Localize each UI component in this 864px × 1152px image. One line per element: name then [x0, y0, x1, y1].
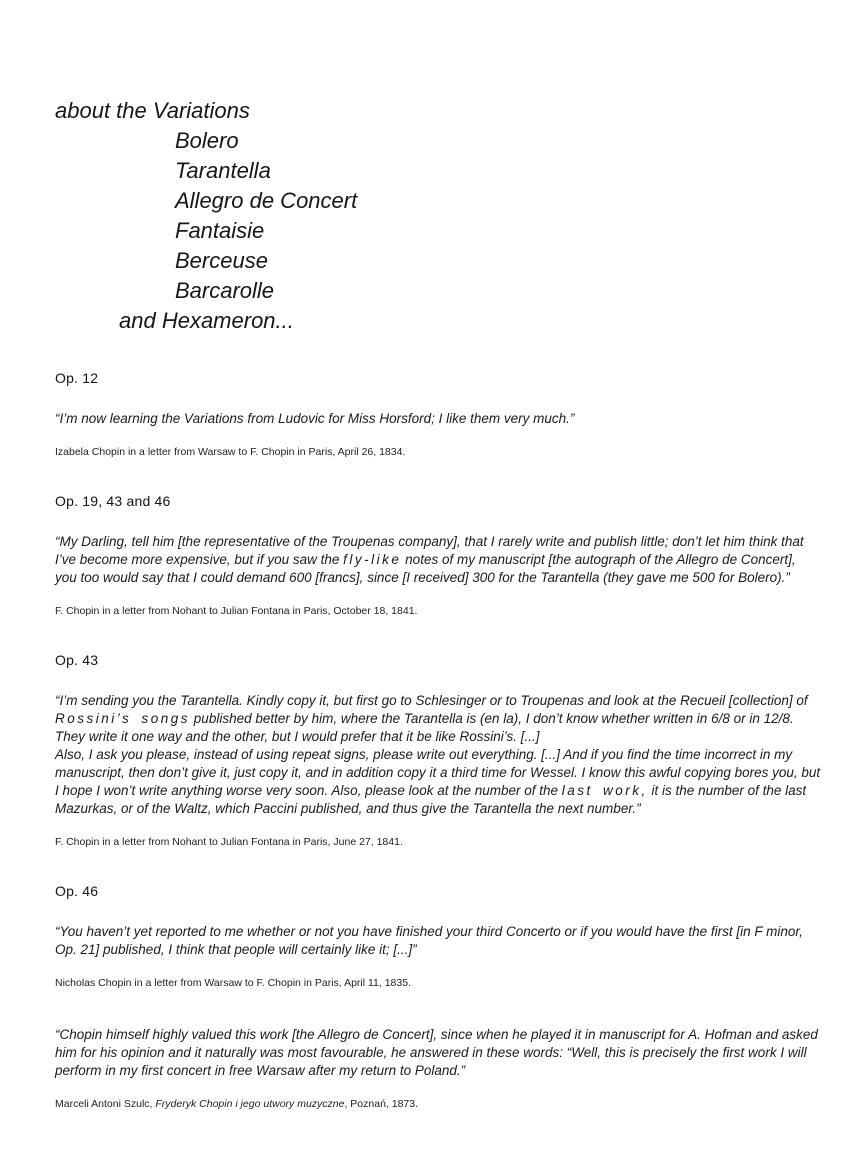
quote	[55, 533, 821, 587]
quote	[55, 410, 821, 428]
attribution	[55, 1098, 822, 1111]
attribution	[55, 836, 822, 849]
quote-emphasis-text: Rossini’s songs	[55, 711, 191, 726]
quote	[55, 692, 821, 818]
quote-text: “My Darling, tell him [the representative of the Troupenas company], that I rarely write and publish little; don’t let him think that I’ve become more expensive, but if you saw the	[55, 534, 804, 567]
attribution-text: , Poznań, 1873.	[344, 1098, 419, 1110]
quote	[55, 1026, 821, 1080]
quote	[55, 923, 821, 959]
quote-text: published better by him, where the Tarantella is (en la), I don’t know whether written in 6/8 or in 12/8. They write it one way and the other, but I would prefer that it be like Rossini’s. [...]	[55, 711, 794, 744]
attribution-text: Marceli Antoni Szulc,	[55, 1098, 156, 1110]
attribution	[55, 446, 822, 459]
title-line: Tarantella	[175, 158, 271, 183]
title-line: Barcarolle	[175, 278, 275, 303]
quote-text: “You haven’t yet reported to me whether or not you have finished your third Concerto or if you would have the first [in F minor, Op. 21] published, I think that people will certainly like it; [...]”	[55, 924, 803, 957]
section-op-12	[55, 370, 822, 459]
title-line: Fantaisie	[175, 218, 265, 243]
attribution-text: Izabela Chopin in a letter from Warsaw to F. Chopin in Paris, April 26, 1834.	[55, 446, 406, 458]
quote-text: “I’m sending you the Tarantella. Kindly copy it, but first go to Schlesinger or to Troupenas and look at the Recueil [collection] of	[55, 693, 808, 708]
title-line: Berceuse	[175, 248, 268, 273]
quote-emphasis-text: fly-like	[343, 552, 402, 567]
title-line: and Hexameron...	[119, 308, 294, 333]
opus-heading: Op. 19, 43 and 46	[55, 493, 171, 509]
attribution	[55, 977, 822, 990]
title-block	[55, 96, 822, 336]
opus-heading: Op. 46	[55, 883, 99, 899]
quote-emphasis-text: last work,	[561, 783, 648, 798]
section-op-19-43-46	[55, 493, 822, 618]
title-line: Allegro de Concert	[175, 188, 358, 213]
attribution-text: Nicholas Chopin in a letter from Warsaw to F. Chopin in Paris, April 11, 1835.	[55, 977, 411, 989]
opus-heading: Op. 12	[55, 370, 99, 386]
quote-text: “I’m now learning the Variations from Ludovic for Miss Horsford; I like them very much.”	[55, 411, 575, 426]
quote-text: it is the number of the last Mazurkas, or of the Waltz, which Paccini published, and thus give the Tarantella the next number.”	[55, 783, 807, 816]
title-line: Bolero	[175, 128, 239, 153]
opus-heading: Op. 43	[55, 652, 99, 668]
section-op-46	[55, 883, 822, 990]
quote-text: notes of my manuscript [the autograph of the Allegro de Concert], you too would say that I could demand 600 [francs], since [I received] 300 for the Tarantella (they gave me 500 for Bolero).”	[55, 552, 796, 585]
attribution-book-title: Fryderyk Chopin i jego utwory muzyczne	[155, 1098, 345, 1110]
quote-text: Also, I ask you please, instead of using repeat signs, please write out everything. [...] And if you find the time incorrect in my manuscript, then don’t give it, just copy it, and in addition copy it a third time for Wessel. I know this awful copying bores you, but I hope I won’t write anything worse very soon. Also, please look at the number of the	[55, 747, 821, 798]
section-szulc-quote	[55, 1026, 822, 1111]
attribution-text: F. Chopin in a letter from Nohant to Julian Fontana in Paris, October 18, 1841.	[55, 605, 418, 617]
title-line: about the Variations	[55, 98, 250, 123]
section-op-43	[55, 652, 822, 849]
quote-text: “Chopin himself highly valued this work [the Allegro de Concert], since when he played it in manuscript for A. Hofman and asked him for his opinion and it naturally was most favourable, he answered in these words: “Well, this is precisely the first work I will perform in my first concert in free Warsaw after my return to Poland.”	[55, 1027, 818, 1078]
attribution-text: F. Chopin in a letter from Nohant to Julian Fontana in Paris, June 27, 1841.	[55, 836, 403, 848]
attribution	[55, 605, 822, 618]
